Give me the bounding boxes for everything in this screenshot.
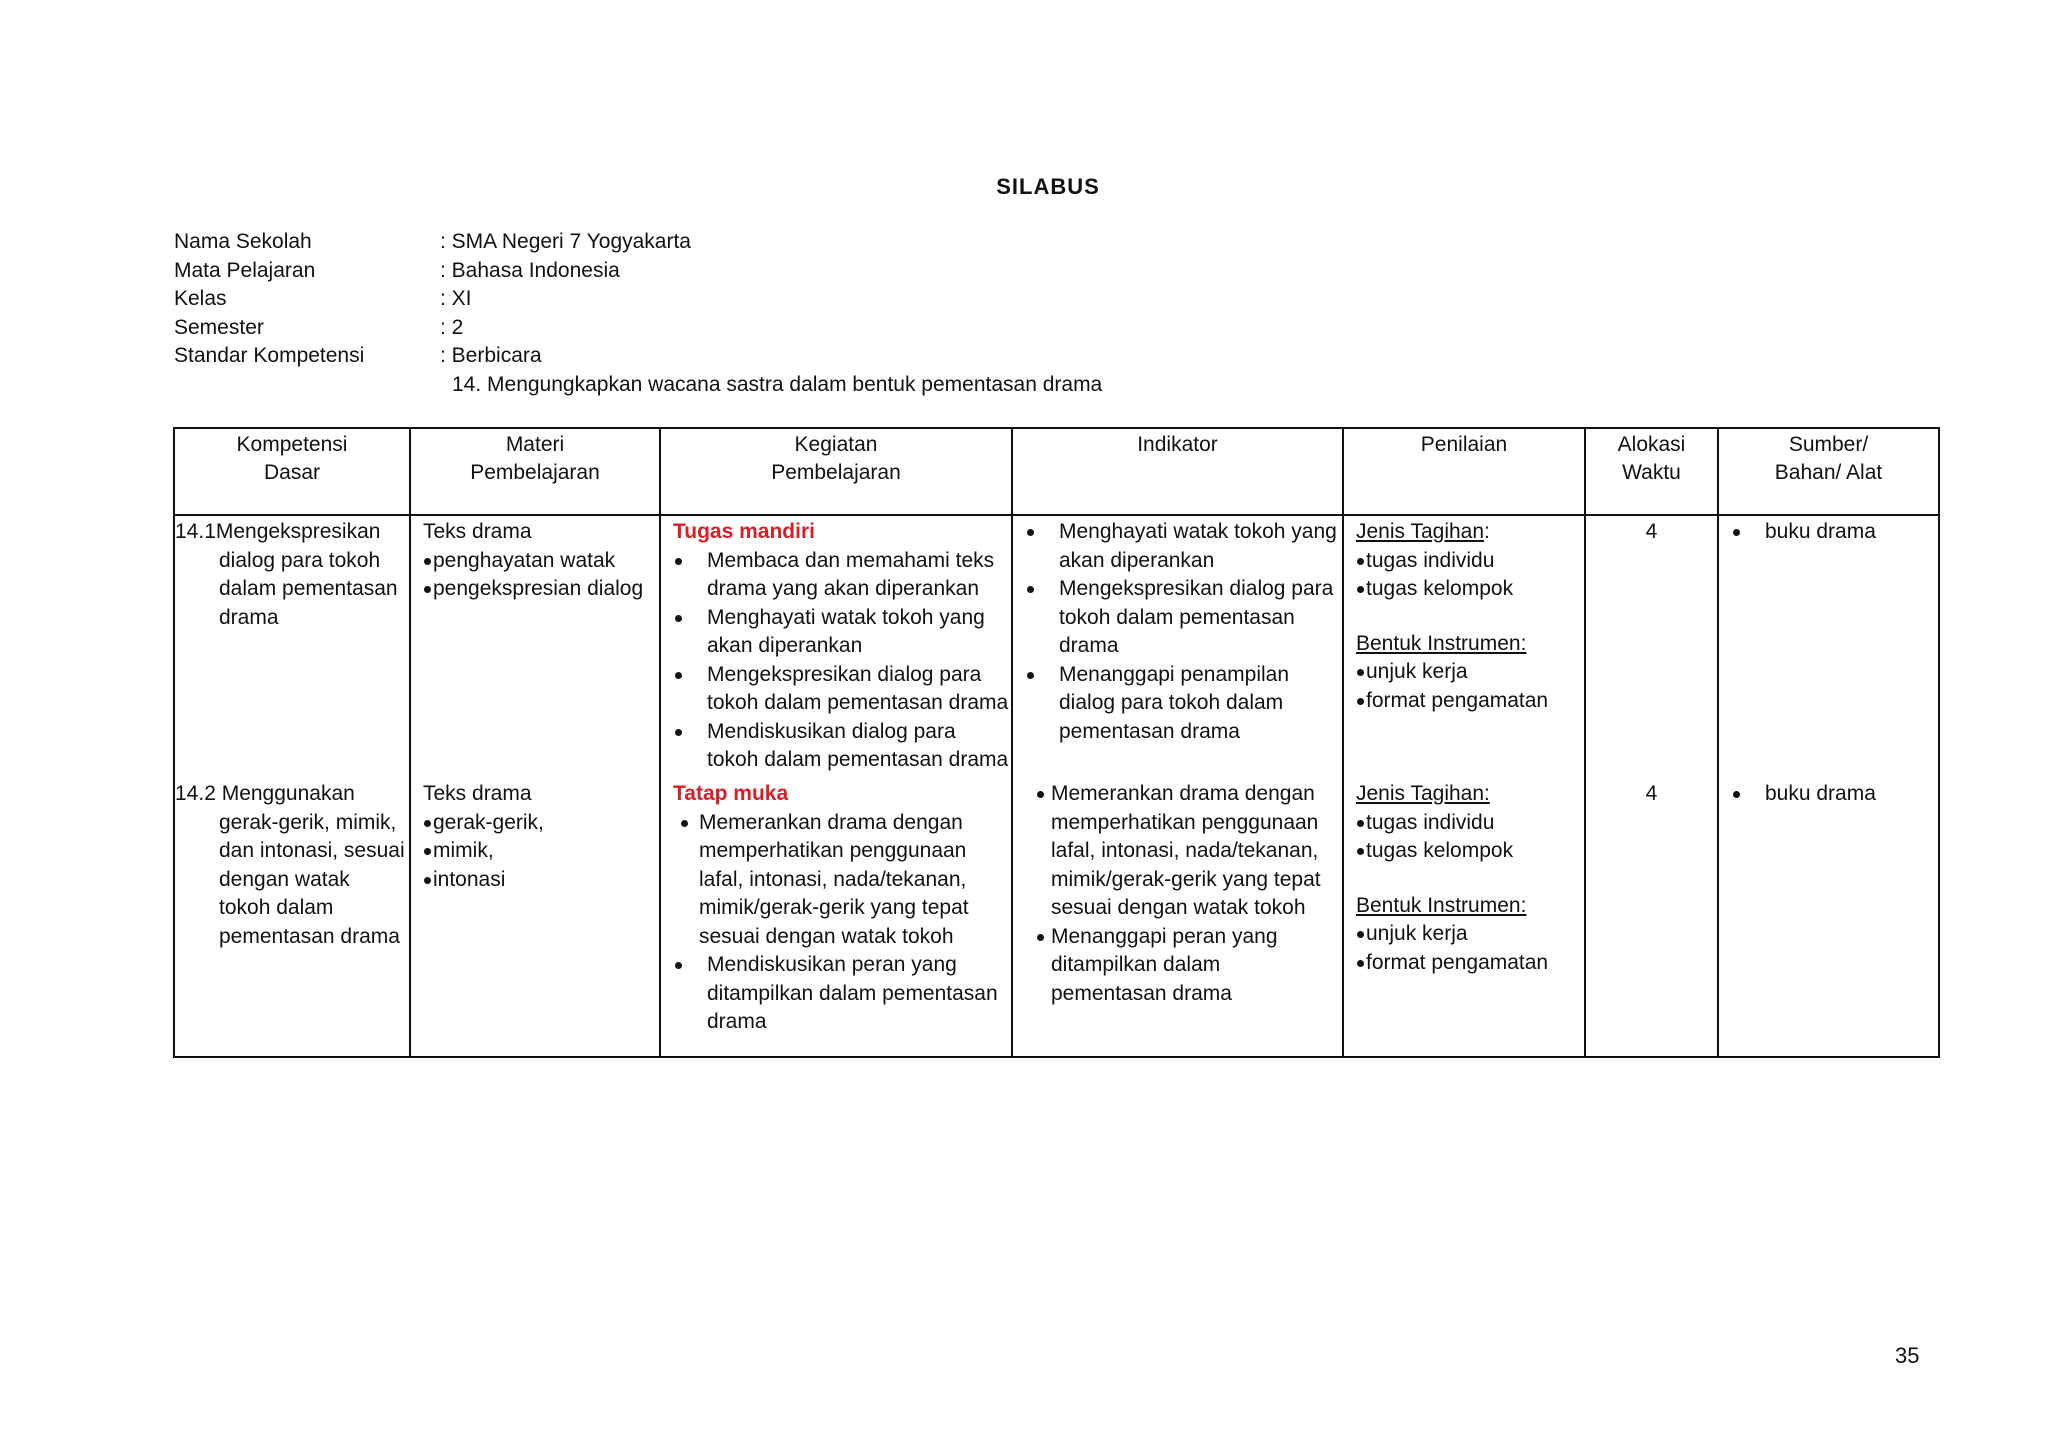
list-item: tugas individu [1344,547,1584,576]
meta-value: : 2 [440,315,464,339]
list-item: buku drama [1719,518,1938,547]
bullet-icon [675,962,682,969]
header-kompetensi-dasar: Kompetensi Dasar [174,428,410,515]
meta-label: Kelas [174,287,227,310]
bullet-icon [1357,848,1364,855]
page-number: 35 [1895,1343,1920,1368]
list-item: Mendiskusikan peran yang ditampilkan dalam pementasan drama [661,951,1011,1037]
cell-kompetensi-dasar [174,515,410,1057]
meta-label: Nama Sekolah [174,230,312,253]
bullet-icon [1037,934,1044,941]
list-item: Membaca dan memahami teks drama yang akan diperankan [661,547,1011,604]
bullet-icon [1357,558,1364,565]
kd-line: 14.2 Menggunakan [175,782,355,805]
header-sumber: Sumber/ Bahan/ Alat [1718,428,1939,515]
page-title: SILABUS [996,174,1100,199]
kegiatan-14-2 [661,780,1011,1037]
meta-row-semester [174,314,1102,343]
bullet-icon [424,848,431,855]
meta-value: : Bahasa Indonesia [440,258,620,282]
kegiatan-14-1 [661,518,1011,775]
bullet-icon [675,558,682,565]
list-item: tugas kelompok [1344,837,1584,866]
meta-block [174,228,1102,399]
penilaian-14-2 [1344,780,1584,977]
meta-value: : SMA Negeri 7 Yogyakarta [440,230,691,253]
kd-14-2 [175,780,409,951]
activity-type-label: Tugas mandiri [673,520,815,543]
meta-row-class [174,285,1102,314]
meta-row-school [174,228,1102,257]
bullet-icon [1733,529,1740,536]
header-indikator: Indikator [1012,428,1343,515]
list-item: mimik, [411,837,659,866]
syllabus-table [173,427,1940,1058]
instrument-heading: Bentuk Instrumen: [1356,893,1527,917]
bullet-icon [1357,820,1364,827]
meta-row-standard [174,342,1102,371]
bullet-icon [1357,931,1364,938]
cell-penilaian [1343,515,1585,1057]
sumber-14-1 [1719,518,1938,547]
list-item: tugas kelompok [1344,575,1584,604]
bullet-icon [1037,791,1044,798]
assessment-type-heading: Jenis Tagihan: [1356,782,1490,805]
list-item: Menanggapi peran yang ditampilkan dalam pementasan drama [1013,923,1342,1009]
header-materi: Materi Pembelajaran [410,428,660,515]
kd-line: dan intonasi, sesuai [219,839,405,862]
bullet-icon [424,558,431,565]
kd-14-1 [175,518,409,632]
activity-type-label: Tatap muka [673,782,789,805]
bullet-icon [675,672,682,679]
list-item: Mengekspresikan dialog para tokoh dalam pementasan drama [1013,575,1342,661]
materi-title: Teks drama [423,520,532,543]
kd-line: gerak-gerik, mimik, [219,810,397,834]
meta-value: : XI [440,287,472,310]
standard-competency-detail: 14. Mengungkapkan wacana sastra dalam bentuk pementasan drama [452,372,1103,396]
materi-14-2 [411,780,659,894]
bullet-icon [675,615,682,622]
cell-indikator [1012,515,1343,1057]
sumber-14-2 [1719,780,1938,809]
header-penilaian: Penilaian [1343,428,1585,515]
list-item: pengekspresian dialog [411,575,659,604]
bullet-icon [1357,960,1364,967]
list-item: buku drama [1719,780,1938,809]
kd-line: dialog para tokoh [219,548,381,572]
cell-sumber [1718,515,1939,1057]
kd-line: dengan watak [219,867,350,891]
indikator-14-2 [1013,780,1342,1008]
materi-title: Teks drama [423,782,532,805]
list-item: unjuk kerja [1344,658,1584,687]
bullet-icon [1027,586,1034,593]
bullet-icon [675,729,682,736]
meta-label: Mata Pelajaran [174,258,316,282]
bullet-icon [1357,586,1364,593]
list-item: intonasi [411,866,659,895]
time-allocation: 4 [1645,520,1658,543]
bullet-icon [1027,529,1034,536]
cell-kegiatan [660,515,1012,1057]
list-item: Mendiskusikan dialog para tokoh dalam pementasan drama [661,718,1011,775]
list-item: format pengamatan [1344,949,1584,978]
time-allocation: 4 [1645,782,1658,805]
list-item: unjuk kerja [1344,920,1584,949]
kd-line: 14.1Mengekspresikan [175,520,381,543]
bullet-icon [1357,698,1364,705]
instrument-heading: Bentuk Instrumen: [1356,631,1527,655]
header-alokasi: Alokasi Waktu [1585,428,1718,515]
kd-line: drama [219,605,279,629]
meta-label: Standar Kompetensi [174,344,365,367]
bullet-icon [424,820,431,827]
list-item: Menanggapi penampilan dialog para tokoh dalam pementasan drama [1013,661,1342,747]
meta-value: : Berbicara [440,344,542,367]
cell-alokasi [1585,515,1718,1057]
list-item: penghayatan watak [411,547,659,576]
indikator-14-1 [1013,518,1342,746]
meta-label: Semester [174,315,264,339]
table-body-row [174,515,1939,1057]
meta-row-subject [174,257,1102,286]
bullet-icon [1733,791,1740,798]
kd-line: tokoh dalam [219,896,334,919]
list-item: tugas individu [1344,809,1584,838]
list-item: gerak-gerik, [411,809,659,838]
kd-line: dalam pementasan [219,577,398,600]
bullet-icon [424,586,431,593]
list-item: format pengamatan [1344,687,1584,716]
table-header-row [174,428,1939,515]
list-item: Menghayati watak tokoh yang akan diperankan [661,604,1011,661]
list-item: Memerankan drama dengan memperhatikan penggunaan lafal, intonasi, nada/tekanan, mimik/gerak-gerik yang tepat sesuai dengan watak tokoh [661,809,1011,952]
materi-14-1 [411,518,659,604]
bullet-icon [1027,672,1034,679]
header-kegiatan: Kegiatan Pembelajaran [660,428,1012,515]
cell-materi [410,515,660,1057]
list-item: Memerankan drama dengan memperhatikan penggunaan lafal, intonasi, nada/tekanan, mimik/gerak-gerik yang tepat sesuai dengan watak tokoh [1013,780,1342,923]
list-item: Mengekspresikan dialog para tokoh dalam pementasan drama [661,661,1011,718]
kd-line: pementasan drama [219,924,400,948]
assessment-type-heading: Jenis Tagihan: [1356,520,1490,543]
bullet-icon [424,877,431,884]
bullet-icon [1357,669,1364,676]
penilaian-14-1 [1344,518,1584,715]
list-item: Menghayati watak tokoh yang akan diperankan [1013,518,1342,575]
bullet-icon [681,820,688,827]
